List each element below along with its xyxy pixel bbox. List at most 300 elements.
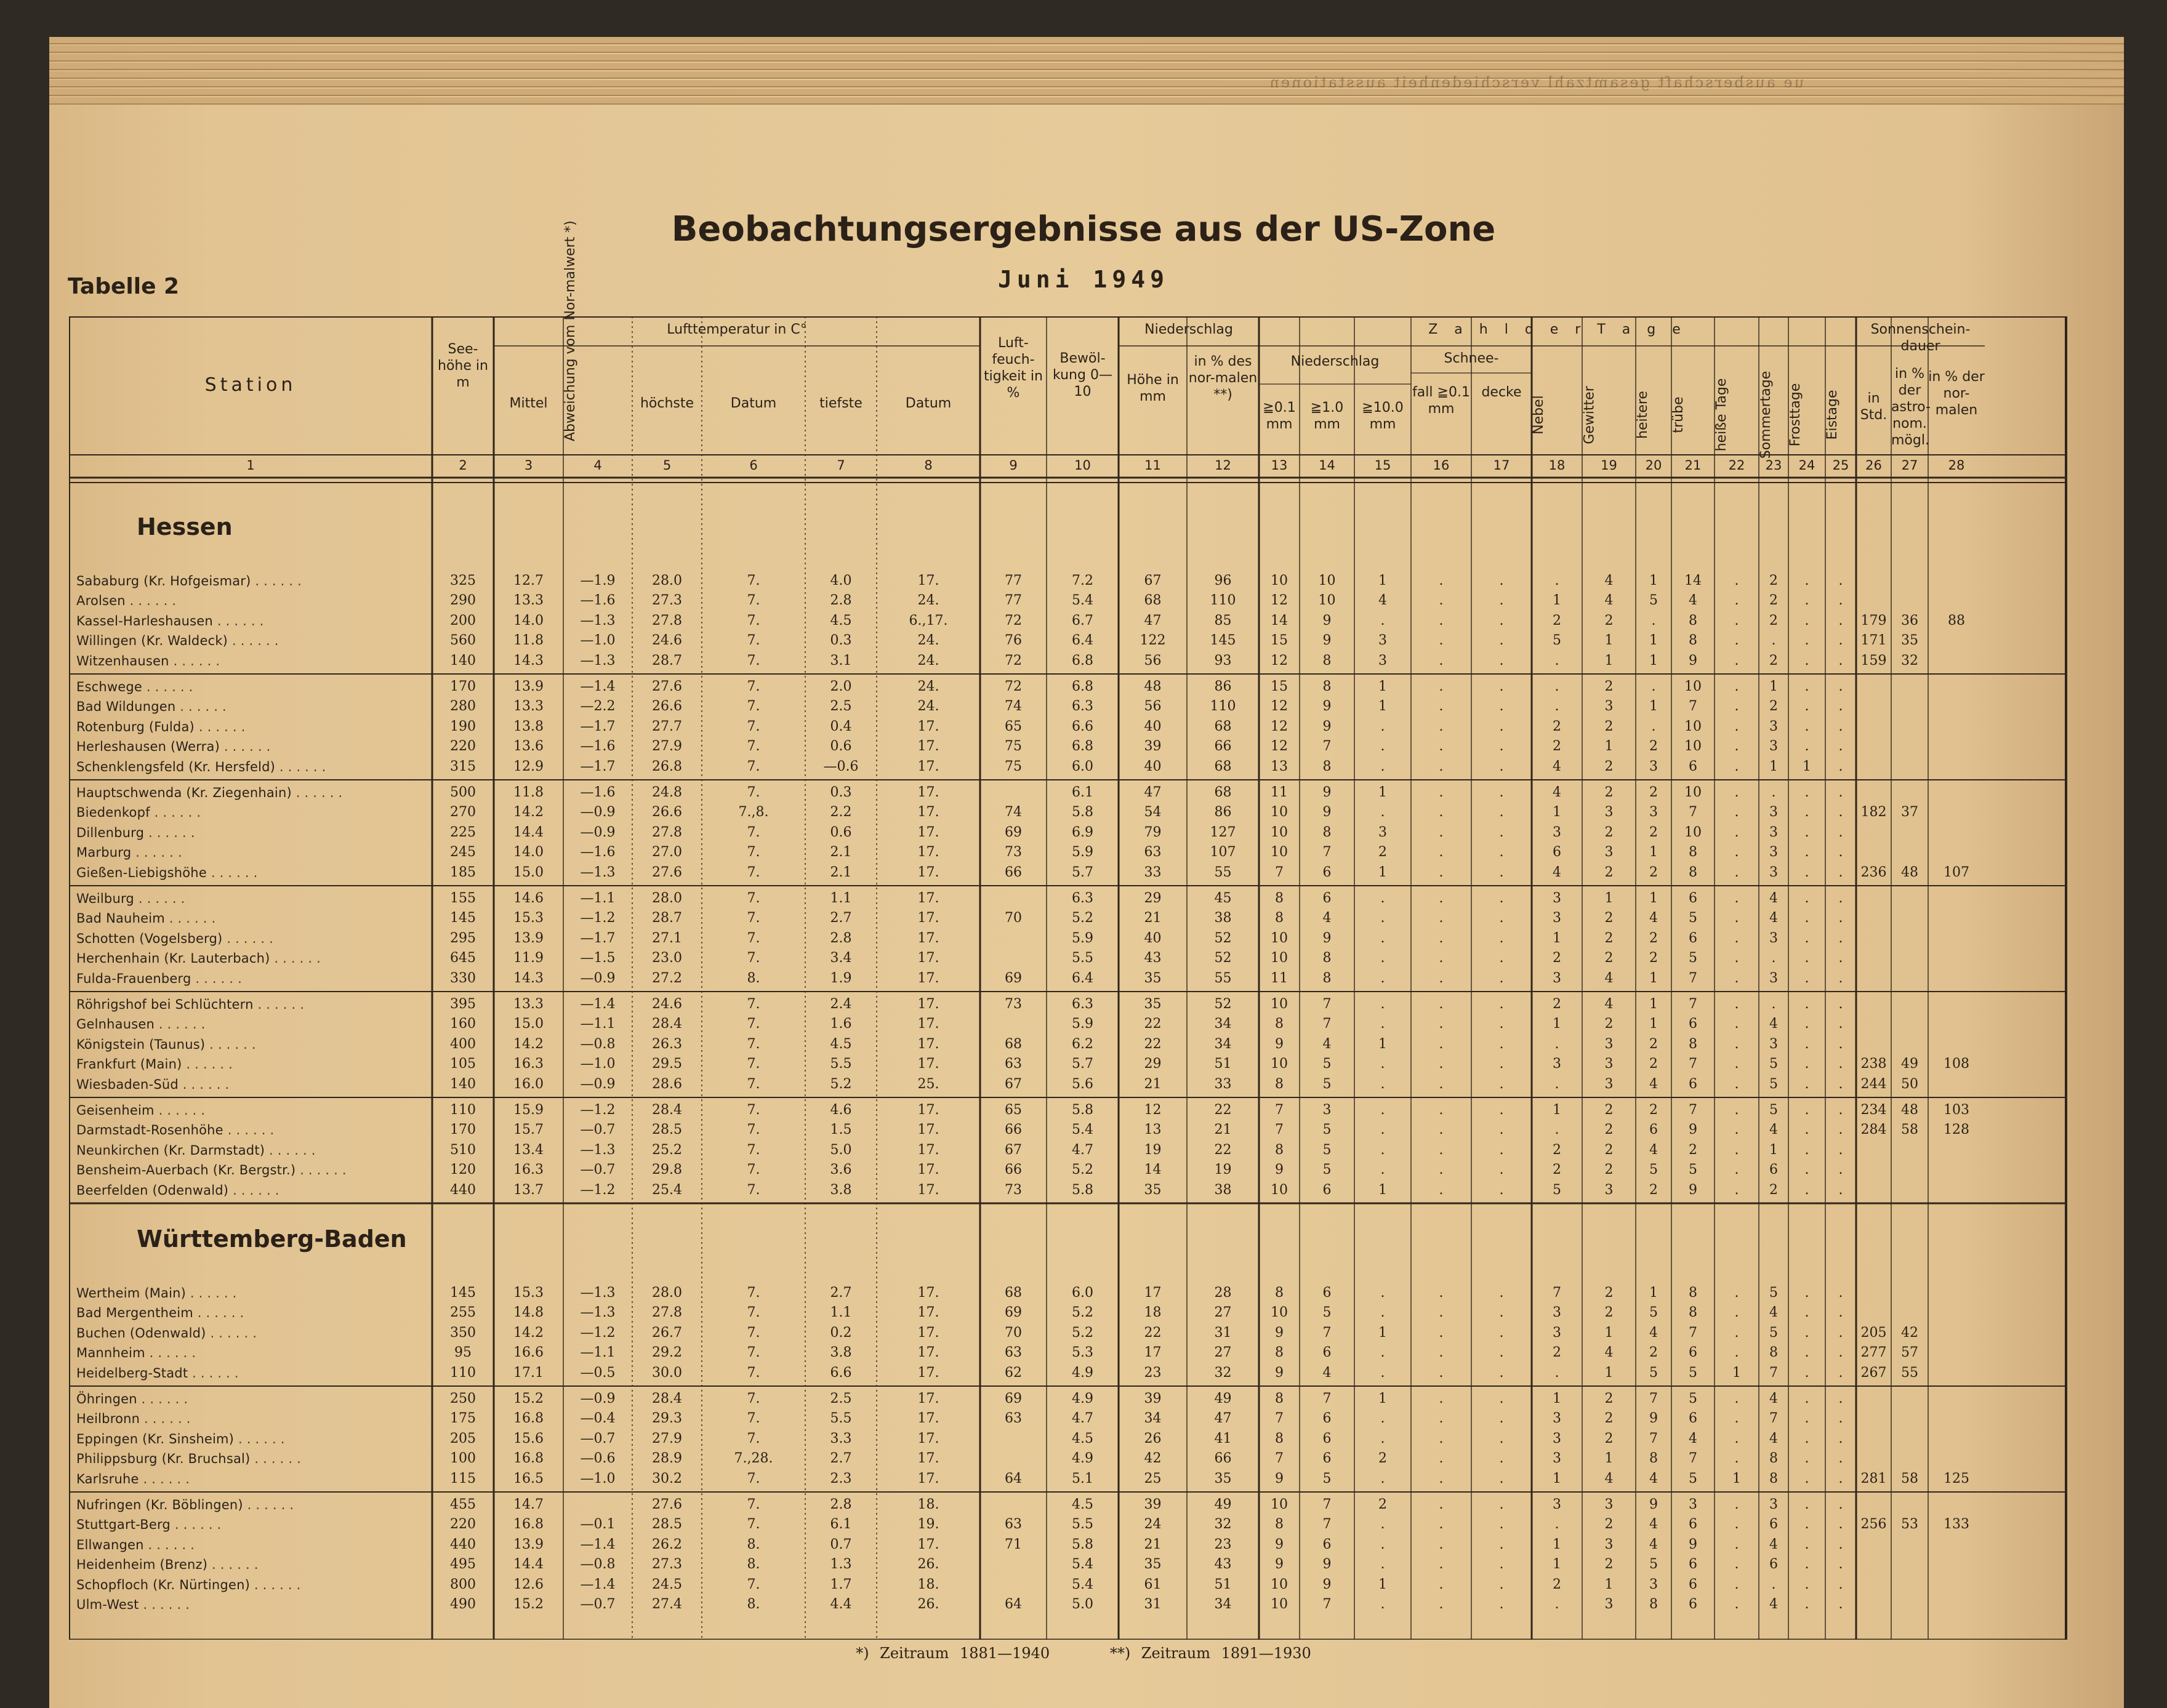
column-number: 24 — [1798, 458, 1815, 473]
table-cell: 6 — [1769, 1162, 1778, 1178]
table-cell: —1.3 — [580, 612, 616, 628]
table-cell: 3.4 — [830, 950, 852, 966]
table-cell: 54 — [1144, 804, 1162, 820]
table-cell: 11 — [1271, 785, 1288, 800]
table-cell: 74 — [1005, 699, 1022, 715]
table-cell: 234 — [1860, 1102, 1887, 1118]
table-cell: 6 — [1649, 1122, 1658, 1138]
table-cell: 11.9 — [513, 950, 544, 966]
table-cell: —0.7 — [580, 1597, 616, 1612]
table-cell: 2 — [1378, 1497, 1387, 1512]
table-cell: 28.4 — [652, 1016, 682, 1032]
column-number: 9 — [1009, 458, 1018, 473]
table-cell: . — [1804, 910, 1809, 926]
table-cell: 2 — [1604, 910, 1614, 926]
table-cell: —1.1 — [580, 891, 616, 906]
table-cell — [1891, 591, 1928, 610]
table-cell: 17. — [917, 718, 939, 734]
table-cell: 7. — [747, 950, 760, 966]
table-cell: 140 — [450, 1076, 476, 1092]
table-cell: 31 — [1144, 1597, 1162, 1612]
table-cell: 2 — [1649, 824, 1658, 840]
table-cell: 17. — [917, 930, 939, 946]
table-cell — [1856, 1595, 1891, 1614]
table-cell: 7. — [747, 1391, 760, 1406]
table-cell: 8 — [1275, 1391, 1284, 1406]
table-cell: 3 — [1553, 1325, 1561, 1341]
table-cell: . — [1380, 1162, 1385, 1178]
table-cell: 3 — [1553, 970, 1561, 986]
region-heading: Württemberg-Baden — [137, 1225, 407, 1253]
table-cell: 5 — [1689, 1391, 1697, 1406]
leader-dots: . . . . . . — [191, 971, 243, 986]
table-cell: 38 — [1214, 910, 1232, 926]
table-cell: . — [1439, 1056, 1444, 1072]
table-cell: 3 — [1553, 910, 1561, 926]
table-cell: 3 — [1553, 1497, 1561, 1512]
table-cell: —1.1 — [580, 1016, 616, 1032]
table-cell: 10 — [1271, 996, 1288, 1012]
table-cell — [1891, 824, 1928, 842]
table-cell: 440 — [450, 1536, 476, 1552]
table-cell: 55 — [1901, 1365, 1918, 1381]
table-cell: 2 — [1604, 1122, 1614, 1138]
table-cell: 17. — [917, 1016, 939, 1032]
table-cell: . — [1499, 699, 1504, 715]
table-cell: 7. — [747, 1576, 760, 1592]
table-cell: 17. — [917, 1305, 939, 1321]
header-eistage: Eistage — [1825, 390, 1840, 440]
table-cell: 35 — [1214, 1470, 1232, 1486]
table-cell: 10 — [1684, 739, 1702, 755]
leader-dots: . . . . . . — [223, 1123, 275, 1138]
table-cell — [1891, 718, 1928, 736]
table-cell — [1891, 1595, 1928, 1614]
table-cell: 7. — [747, 652, 760, 668]
table-cell: 2.7 — [830, 1285, 852, 1301]
table-cell: . — [1499, 1430, 1504, 1446]
station-name: Herleshausen (Werra) . . . . . . — [76, 739, 271, 755]
leader-dots: . . . . . . — [137, 1392, 188, 1406]
table-cell: . — [1804, 1076, 1809, 1092]
table-cell — [1856, 1536, 1891, 1554]
table-cell: 65 — [1005, 718, 1022, 734]
table-cell: 56 — [1144, 699, 1162, 715]
table-cell: 15.3 — [513, 1285, 544, 1301]
table-cell: 47 — [1214, 1411, 1232, 1427]
table-cell: . — [1838, 1076, 1843, 1092]
table-cell: 27.6 — [652, 864, 682, 880]
table-cell: 1 — [1649, 699, 1658, 715]
table-cell: 1 — [1769, 1142, 1778, 1158]
table-cell: . — [1499, 1122, 1504, 1138]
table-cell: . — [1804, 1391, 1809, 1406]
table-cell: 0.3 — [830, 785, 852, 800]
table-cell: —0.9 — [580, 824, 616, 840]
table-cell: . — [1804, 824, 1809, 840]
table-cell: . — [1439, 930, 1444, 946]
table-cell: . — [1734, 1076, 1739, 1092]
table-cell: 26. — [917, 1597, 939, 1612]
table-cell: 5 — [1769, 1056, 1778, 1072]
leader-dots: . . . . . . — [222, 931, 273, 946]
header-mittel: Mittel — [509, 396, 548, 411]
table-cell — [1928, 697, 1985, 716]
leader-dots: . . . . . . — [206, 865, 258, 880]
header-nebel: Nebel — [1531, 395, 1546, 435]
table-cell: . — [1439, 593, 1444, 609]
table-cell — [1928, 909, 1985, 928]
table-cell: 29.5 — [652, 1056, 682, 1072]
table-cell: 5.7 — [1072, 1056, 1093, 1072]
table-cell — [1856, 949, 1891, 968]
table-cell: 7 — [1322, 844, 1332, 860]
table-cell: 17. — [917, 1451, 939, 1467]
column-number: 27 — [1901, 458, 1918, 473]
table-cell — [1856, 591, 1891, 610]
table-cell: . — [1838, 1016, 1843, 1032]
table-cell: 185 — [450, 864, 476, 880]
table-cell: 9 — [1649, 1411, 1658, 1427]
table-cell — [1891, 949, 1928, 968]
table-cell: 2 — [1769, 573, 1778, 588]
table-cell: 2 — [1604, 1142, 1614, 1158]
station-name: Buchen (Odenwald) . . . . . . — [76, 1325, 257, 1341]
table-cell: 70 — [1005, 910, 1022, 926]
table-cell: 6.9 — [1072, 824, 1093, 840]
table-cell: 175 — [450, 1411, 476, 1427]
table-cell: 56 — [1144, 652, 1162, 668]
table-cell — [1928, 1449, 1985, 1468]
table-cell: . — [1439, 652, 1444, 668]
table-cell: 66 — [1005, 1122, 1022, 1138]
table-cell: 43 — [1214, 1557, 1232, 1573]
table-cell: 17. — [917, 1142, 939, 1158]
table-cell — [1856, 1449, 1891, 1468]
table-cell: 4 — [1322, 910, 1332, 926]
table-cell: . — [1804, 739, 1809, 755]
column-number: 14 — [1319, 458, 1335, 473]
table-row — [69, 1496, 2072, 1514]
column-number: 12 — [1215, 458, 1231, 473]
table-cell: 3 — [1604, 804, 1614, 820]
table-cell: 17. — [917, 1122, 939, 1138]
table-cell: 5 — [1649, 1365, 1658, 1381]
station-name: Hauptschwenda (Kr. Ziegenhain) . . . . . . — [76, 785, 343, 800]
table-cell: . — [1734, 1102, 1739, 1118]
table-cell: 3 — [1604, 1182, 1614, 1198]
table-cell: 67 — [1005, 1076, 1022, 1092]
header-truebe: trübe — [1671, 396, 1686, 433]
table-cell: 71 — [1005, 1536, 1022, 1552]
table-cell: . — [1380, 1305, 1385, 1321]
table-cell: . — [1380, 1557, 1385, 1573]
table-cell: 1 — [1553, 1391, 1561, 1406]
table-cell — [1928, 995, 1985, 1014]
table-cell: 16.6 — [513, 1345, 544, 1361]
table-cell: 33 — [1214, 1076, 1232, 1092]
table-cell: 19 — [1214, 1162, 1232, 1178]
table-cell: 9 — [1322, 785, 1332, 800]
leader-dots: . . . . . . — [131, 845, 182, 860]
table-cell — [980, 1496, 1047, 1514]
table-cell: . — [1380, 739, 1385, 755]
table-cell: . — [1439, 824, 1444, 840]
table-cell — [1891, 1555, 1928, 1574]
table-cell: 7. — [747, 1142, 760, 1158]
table-cell — [980, 949, 1047, 968]
table-cell: 7 — [1689, 699, 1697, 715]
table-cell: 107 — [1210, 844, 1236, 860]
table-cell: . — [1439, 1391, 1444, 1406]
table-cell: . — [1499, 593, 1504, 609]
page-edge — [49, 46, 2124, 53]
leader-dots: . . . . . . — [155, 1017, 206, 1032]
table-cell: . — [1380, 1016, 1385, 1032]
table-cell: 6 — [1322, 1430, 1332, 1446]
table-cell: 5.5 — [830, 1056, 852, 1072]
station-name: Wiesbaden-Süd . . . . . . — [76, 1077, 230, 1092]
table-cell: 17. — [917, 950, 939, 966]
table-cell: 22 — [1214, 1102, 1232, 1118]
table-cell: 10 — [1684, 718, 1702, 734]
table-cell: 5.4 — [1072, 1557, 1093, 1573]
table-cell: 4 — [1553, 758, 1561, 774]
table-cell — [1856, 1181, 1891, 1200]
table-cell: . — [1380, 1470, 1385, 1486]
table-cell — [1856, 843, 1891, 862]
station-name: Gelnhausen . . . . . . — [76, 1017, 206, 1032]
table-cell: 8 — [1275, 1517, 1284, 1533]
header-tiefste: tiefste — [819, 396, 862, 411]
station-name: Ellwangen . . . . . . — [76, 1537, 195, 1552]
table-cell: —1.0 — [580, 1056, 616, 1072]
leader-dots: . . . . . . — [270, 951, 321, 966]
table-cell: 68 — [1005, 1036, 1022, 1052]
table-cell: . — [1439, 891, 1444, 906]
table-cell: 105 — [450, 1056, 476, 1072]
table-cell: . — [1838, 1391, 1843, 1406]
table-cell: . — [1838, 739, 1843, 755]
table-cell: 36 — [1901, 612, 1918, 628]
table-cell: . — [1838, 1576, 1843, 1592]
table-cell: 171 — [1860, 633, 1887, 649]
table-cell: 79 — [1144, 824, 1162, 840]
table-cell: 17. — [917, 996, 939, 1012]
table-cell: . — [1439, 1102, 1444, 1118]
table-cell: 5.5 — [1072, 1517, 1093, 1533]
table-cell: 7 — [1553, 1285, 1561, 1301]
table-cell: 7. — [747, 1016, 760, 1032]
table-cell: . — [1439, 844, 1444, 860]
table-cell: —1.3 — [580, 864, 616, 880]
table-cell: 12 — [1271, 699, 1288, 715]
table-cell — [1928, 678, 1985, 696]
table-cell: . — [1499, 1056, 1504, 1072]
table-cell: . — [1838, 1430, 1843, 1446]
table-cell: 41 — [1214, 1430, 1232, 1446]
table-cell: . — [1499, 1576, 1504, 1592]
table-cell: 7 — [1322, 996, 1332, 1012]
table-cell: . — [1734, 1016, 1739, 1032]
table-cell: 14.6 — [513, 891, 544, 906]
station-name: Gießen-Liebigshöhe . . . . . . — [76, 865, 258, 880]
table-cell: . — [1439, 950, 1444, 966]
table-cell: 2 — [1769, 652, 1778, 668]
table-cell: . — [1804, 1142, 1809, 1158]
table-row — [69, 889, 2072, 908]
station-name: Sababurg (Kr. Hofgeismar) . . . . . . — [76, 574, 302, 588]
table-cell — [1928, 737, 1985, 756]
table-cell: 7. — [747, 593, 760, 609]
table-cell: . — [1804, 970, 1809, 986]
table-cell: 15.7 — [513, 1122, 544, 1138]
station-name: Bensheim-Auerbach (Kr. Bergstr.) . . . . . . — [76, 1163, 347, 1178]
table-cell: 29.3 — [652, 1411, 682, 1427]
table-cell — [1856, 737, 1891, 756]
table-cell: . — [1380, 1102, 1385, 1118]
header-hoechste: höchste — [640, 396, 694, 411]
table-cell: . — [1734, 970, 1739, 986]
table-cell: 5 — [1322, 1162, 1332, 1178]
table-cell: —1.4 — [580, 1536, 616, 1552]
table-cell: 5.2 — [1072, 1162, 1093, 1178]
table-cell: 96 — [1214, 573, 1232, 588]
table-cell: 6.3 — [1072, 699, 1093, 715]
table-cell: 110 — [1210, 593, 1236, 609]
table-cell: 8 — [1322, 758, 1332, 774]
table-cell: 6 — [1553, 844, 1561, 860]
table-cell: 15.0 — [513, 864, 544, 880]
table-cell: . — [1734, 804, 1739, 820]
table-cell — [1928, 631, 1985, 650]
table-cell: 4 — [1322, 1036, 1332, 1052]
table-cell: 3 — [1553, 891, 1561, 906]
leader-dots: . . . . . . — [205, 1036, 256, 1052]
table-cell: 7. — [747, 1345, 760, 1361]
table-cell — [1856, 718, 1891, 736]
region-heading: Hessen — [137, 513, 233, 540]
table-cell: 3 — [1769, 739, 1778, 755]
leader-dots: . . . . . . — [139, 1471, 190, 1486]
table-cell: . — [1804, 1597, 1809, 1612]
table-cell: 27.6 — [652, 679, 682, 694]
table-cell: . — [1651, 718, 1656, 734]
table-cell: 3 — [1604, 1036, 1614, 1052]
table-cell: 2.5 — [830, 699, 852, 715]
table-cell: 4 — [1378, 593, 1387, 609]
table-cell: 27.1 — [652, 930, 682, 946]
table-cell: 85 — [1214, 612, 1232, 628]
table-cell: 25.2 — [652, 1142, 682, 1158]
table-cell: 1 — [1649, 633, 1658, 649]
table-cell: 0.3 — [830, 633, 852, 649]
table-cell: 325 — [450, 573, 476, 588]
table-cell: 15.6 — [513, 1430, 544, 1446]
table-row — [69, 1409, 2072, 1428]
table-cell: . — [1439, 758, 1444, 774]
table-cell: . — [1499, 1391, 1504, 1406]
table-cell: 68 — [1214, 718, 1232, 734]
month-label: Juni 1949 — [998, 266, 1169, 293]
table-cell: 27.7 — [652, 718, 682, 734]
table-cell: . — [1499, 950, 1504, 966]
table-cell — [1891, 929, 1928, 948]
table-cell: . — [1380, 718, 1385, 734]
header-datum: Datum — [730, 396, 777, 411]
table-row — [69, 1015, 2072, 1033]
table-cell: 7 — [1275, 1451, 1284, 1467]
table-cell: 28.0 — [652, 1285, 682, 1301]
table-cell: . — [1499, 1305, 1504, 1321]
table-cell: 13.9 — [513, 679, 544, 694]
table-cell: . — [1439, 1470, 1444, 1486]
station-name: Willingen (Kr. Waldeck) . . . . . . — [76, 633, 279, 649]
table-cell: 2 — [1649, 1182, 1658, 1198]
table-cell: 68 — [1214, 785, 1232, 800]
table-cell — [1856, 1141, 1891, 1160]
table-cell: 6.7 — [1072, 612, 1093, 628]
table-cell: 18. — [917, 1576, 939, 1592]
table-cell: . — [1499, 1036, 1504, 1052]
table-cell: . — [1734, 1411, 1739, 1427]
leader-dots: . . . . . . — [144, 825, 195, 840]
table-cell: . — [1380, 1122, 1385, 1138]
table-cell: . — [1734, 824, 1739, 840]
table-cell: . — [1838, 891, 1843, 906]
table-cell: —1.2 — [580, 1102, 616, 1118]
table-cell: 6 — [1689, 930, 1697, 946]
table-cell: 47 — [1144, 785, 1162, 800]
header-seehoehe: See- höhe in m — [438, 342, 488, 390]
table-cell: 8 — [1322, 970, 1332, 986]
table-cell — [1928, 824, 1985, 842]
table-cell: 15.2 — [513, 1391, 544, 1406]
table-cell: 110 — [1210, 699, 1236, 715]
table-cell: —1.3 — [580, 1142, 616, 1158]
table-cell: 76 — [1005, 633, 1022, 649]
table-cell: 35 — [1144, 996, 1162, 1012]
page-edge — [49, 37, 2124, 44]
table-cell: . — [1439, 864, 1444, 880]
table-cell: 9 — [1275, 1536, 1284, 1552]
table-cell: . — [1804, 1536, 1809, 1552]
table-cell: 5.4 — [1072, 593, 1093, 609]
column-number: 15 — [1374, 458, 1391, 473]
table-cell: —1.3 — [580, 652, 616, 668]
table-cell: 66 — [1005, 1162, 1022, 1178]
table-cell: 256 — [1860, 1517, 1887, 1533]
table-cell: 13.3 — [513, 699, 544, 715]
table-cell: 7. — [747, 1365, 760, 1381]
table-cell: 29.8 — [652, 1162, 682, 1178]
table-cell: 24.8 — [652, 785, 682, 800]
table-cell: . — [1439, 1430, 1444, 1446]
table-cell — [1856, 758, 1891, 776]
table-cell: 2 — [1553, 1142, 1561, 1158]
page-edge — [49, 54, 2124, 62]
table-cell: 86 — [1214, 804, 1232, 820]
table-cell: 17. — [917, 1391, 939, 1406]
table-cell: 5 — [1322, 1056, 1332, 1072]
table-cell: 16.8 — [513, 1411, 544, 1427]
table-cell: 32 — [1214, 1517, 1232, 1533]
table-cell: 238 — [1860, 1056, 1887, 1072]
header-in-std: in Std. — [1860, 391, 1888, 423]
table-cell: 7. — [747, 910, 760, 926]
table-cell: 1 — [1553, 1470, 1561, 1486]
table-cell: 236 — [1860, 864, 1887, 880]
